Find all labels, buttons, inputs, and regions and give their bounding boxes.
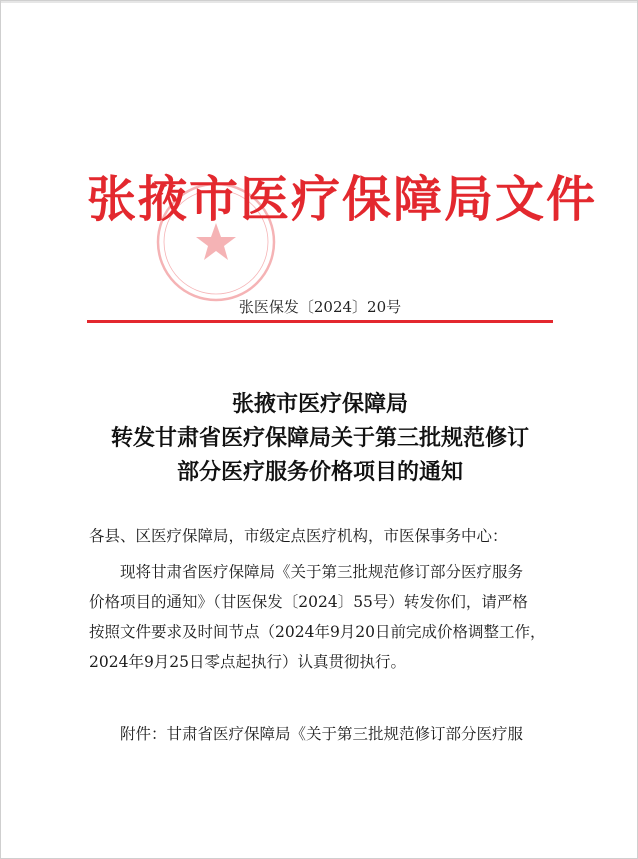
subject-line-2: 转发甘肃省医疗保障局关于第三批规范修订 <box>110 425 529 451</box>
paragraph-line: 价格项目的通知》（甘医保发〔2024〕55号）转发你们，请严格 <box>89 593 528 611</box>
top-border <box>1 1 638 3</box>
paragraph-line: 现将甘肃省医疗保障局《关于第三批规范修订部分医疗服务 <box>120 563 524 581</box>
red-divider-line <box>87 320 553 323</box>
document-body <box>89 523 559 677</box>
attachment-note: 附件：甘肃省医疗保障局《关于第三批规范修订部分医疗服 <box>120 725 524 743</box>
document-subject <box>1 387 638 489</box>
paragraph-line: 按照文件要求及时间节点（2024年9月20日前完成价格调整工作， <box>89 623 546 641</box>
subject-line-1: 张掖市医疗保障局 <box>231 391 408 417</box>
paragraph-line: 2024年9月25日零点起执行）认真贯彻执行。 <box>89 653 407 671</box>
subject-line-3: 部分医疗服务价格项目的通知 <box>176 459 463 485</box>
issuer-header-title: 张掖市医疗保障局文件 <box>87 170 598 228</box>
document-number: 张医保发〔2024〕20号 <box>238 298 402 316</box>
salutation: 各县、区医疗保障局，市级定点医疗机构，市医保事务中心： <box>89 527 508 545</box>
